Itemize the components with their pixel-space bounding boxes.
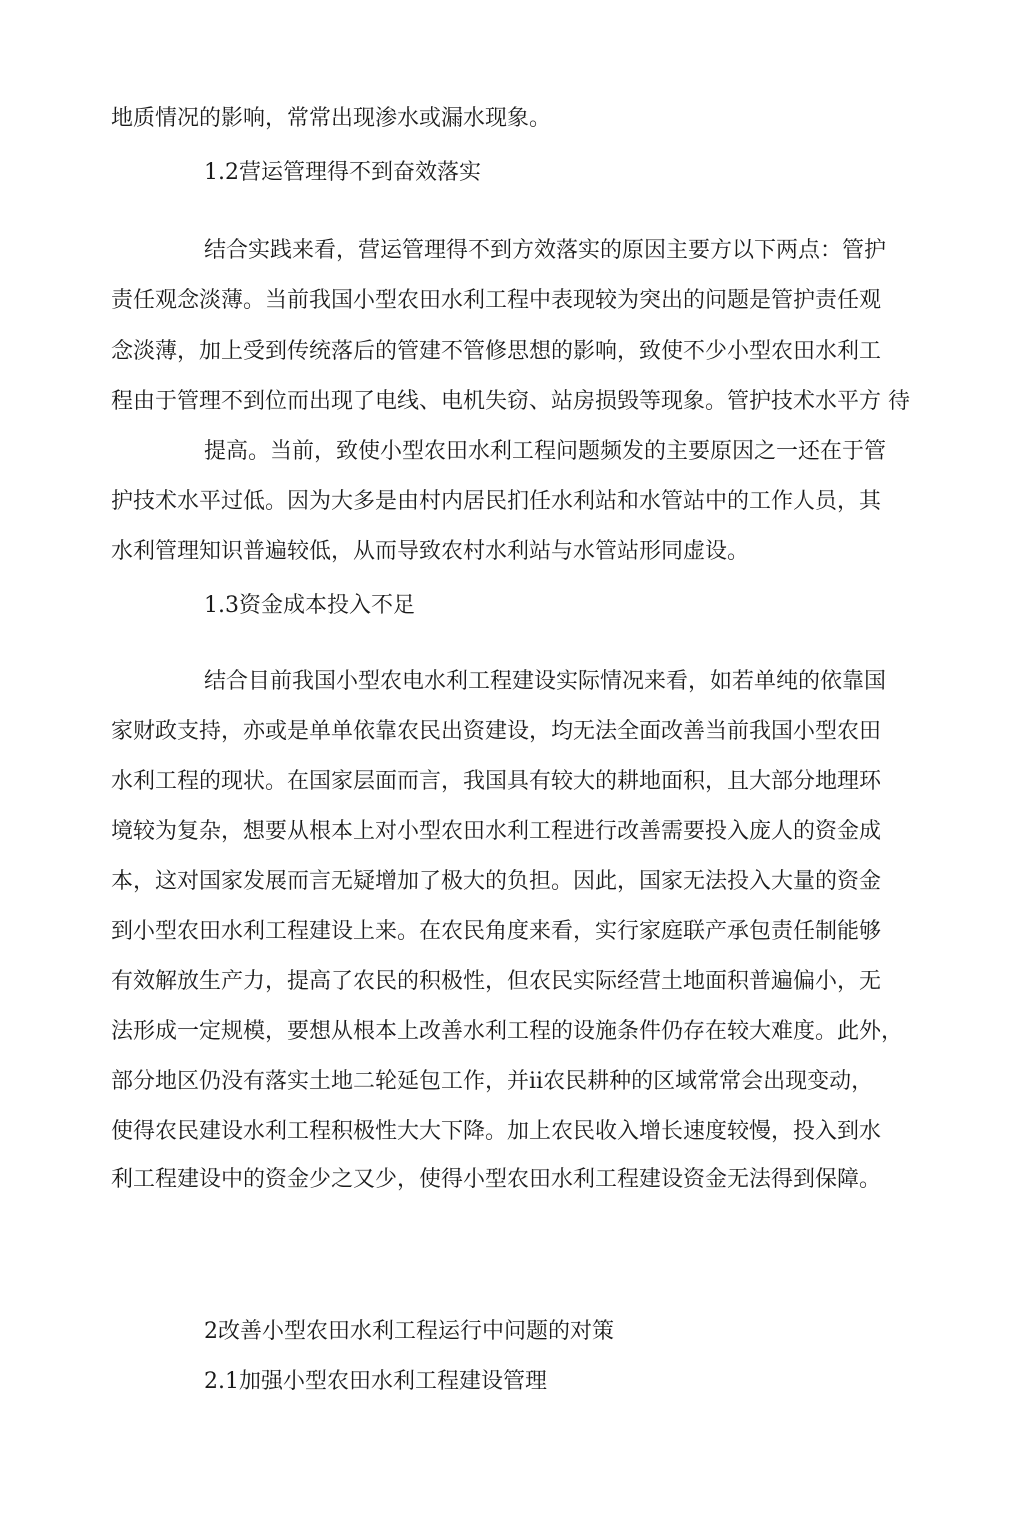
- paragraph-line: 程由于管理不到位而出现了电线、电机失窃、站房损毁等现象。管护技术水平方 待: [111, 389, 910, 414]
- paragraph-line: 到小型农田水利工程建设上来。在农民角度来看，实行家庭联产承包责任制能够: [111, 919, 882, 944]
- paragraph-line: 结合实践来看，营运管理得不到方效落实的原因主要方以下两点：管护: [204, 238, 887, 263]
- paragraph-line: 境较为复杂，想要从根本上对小型农田水利工程进行改善需要投入庞人的资金成: [111, 819, 882, 844]
- text-line: 地质情况的影响，常常出现渗水或漏水现象。: [111, 106, 552, 131]
- paragraph-line: 水利管理知识普遍较低，从而导致农村水利站与水管站形同虚设。: [111, 539, 750, 564]
- paragraph-line: 使得农民建设水利工程积极性大大下降。加上农民收入增长速度较慢，投入到水: [111, 1119, 882, 1144]
- paragraph-line: 水利工程的现状。在国家层面而言，我国具有较大的耕地面积，且大部分地理环: [111, 769, 882, 794]
- paragraph-line: 有效解放生产力，提高了农民的积极性，但农民实际经营土地面积普遍偏小，无: [111, 969, 882, 994]
- paragraph-line: 提高。当前，致使小型农田水利工程问题频发的主要原因之一还在于管: [204, 439, 887, 464]
- paragraph-line: 结合目前我国小型农电水利工程建设实际情况来看，如若单纯的依靠国: [204, 669, 887, 694]
- paragraph-line: 法形成一定规模，要想从根本上改善水利工程的设施条件仍存在较大难度。此外，: [111, 1019, 904, 1044]
- paragraph-line: 利工程建设中的资金少之又少，使得小型农田水利工程建设资金无法得到保障。: [111, 1167, 882, 1192]
- section-heading-1-2: 1.2营运管理得不到奋效落实: [204, 160, 481, 185]
- paragraph-line: 本，这对国家发展而言无疑增加了极大的负担。因此，国家无法投入大量的资金: [111, 869, 882, 894]
- paragraph-line: 家财政支持，亦或是单单依靠农民出资建设，均无法全面改善当前我国小型农田: [111, 719, 882, 744]
- section-heading-1-3: 1.3资金成本投入不足: [204, 593, 415, 618]
- paragraph-line: 念淡薄，加上受到传统落后的管建不管修思想的影响，致使不少小型农田水利工: [111, 339, 882, 364]
- section-heading-2-1: 2.1加强小型农田水利工程建设管理: [204, 1369, 547, 1394]
- paragraph-line: 护技术水平过低。因为大多是由村内居民扪任水利站和水管站中的工作人员，其: [111, 489, 882, 514]
- paragraph-line: 部分地区仍没有落实土地二轮延包工作，并ii农民耕种的区域常常会出现变动，: [111, 1069, 874, 1094]
- section-heading-2: 2改善小型农田水利工程运行中问题的对策: [204, 1319, 614, 1344]
- paragraph-line: 责任观念淡薄。当前我国小型农田水利工程中表现较为突出的问题是管护责任观: [111, 288, 882, 313]
